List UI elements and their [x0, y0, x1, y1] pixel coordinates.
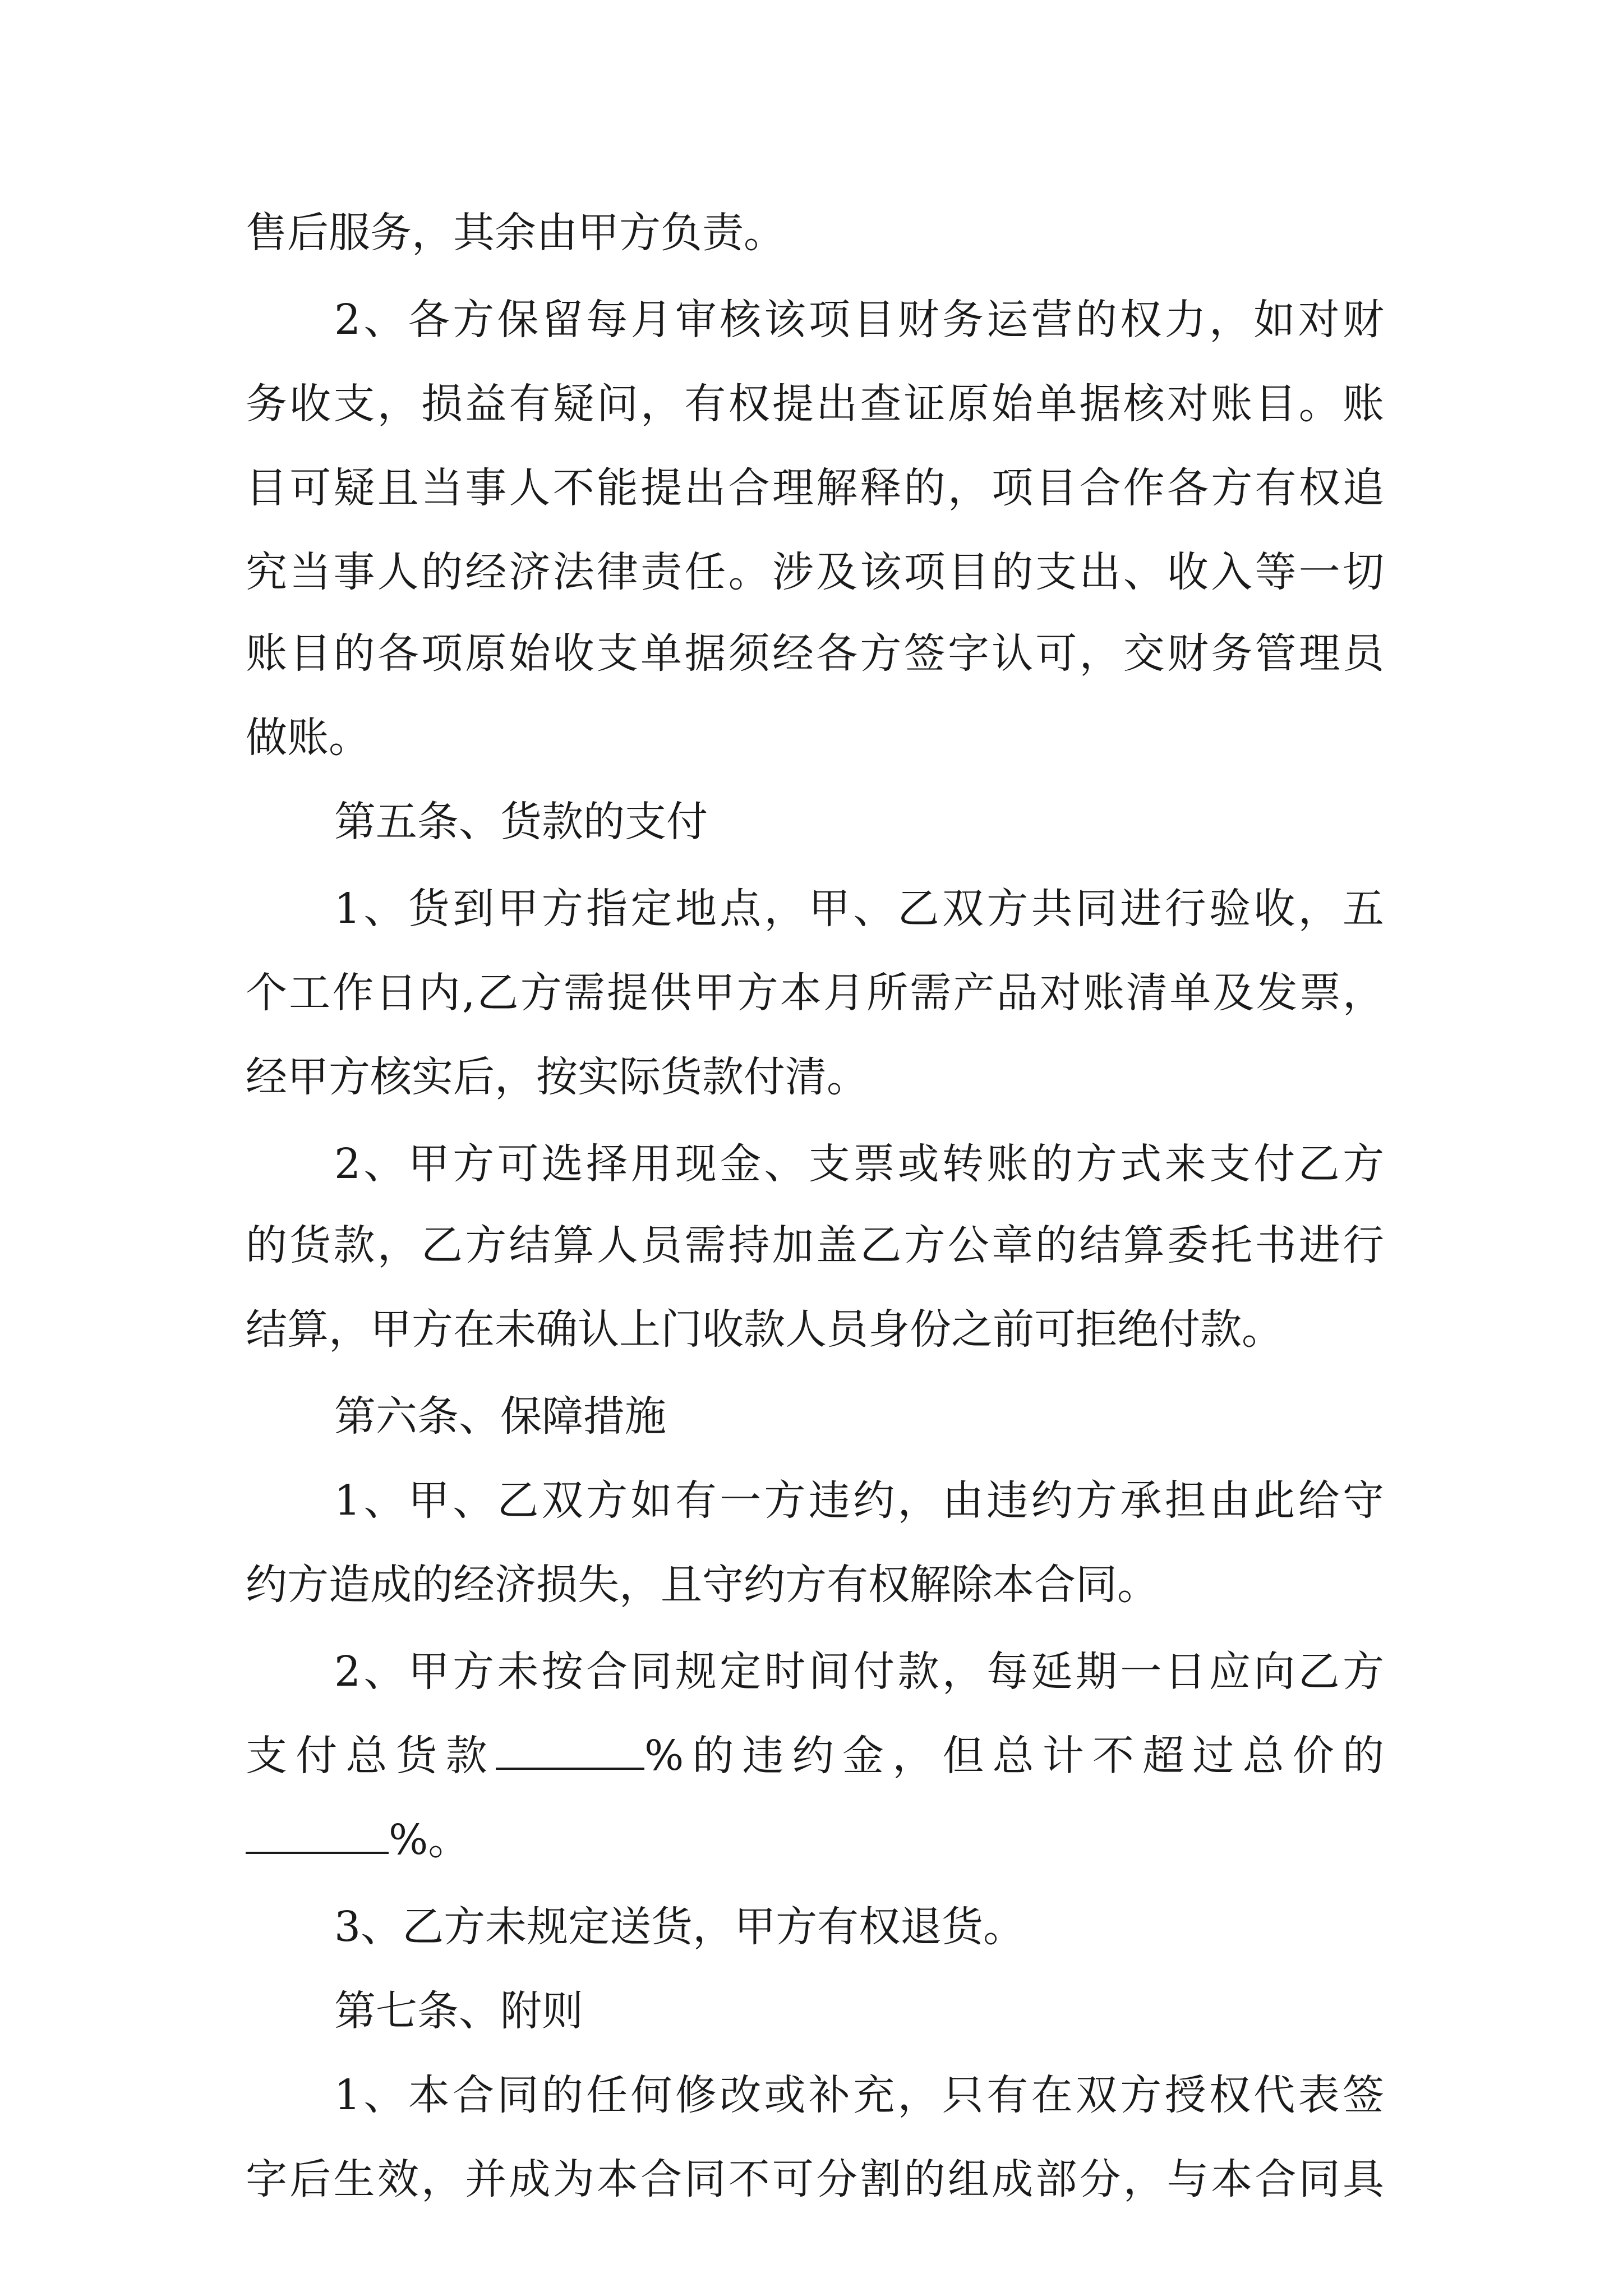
penalty-tail: %。 — [389, 1816, 470, 1864]
paragraph-line: 目可疑且当事人不能提出合理解释的，项目合作各方有权追 — [246, 464, 1384, 512]
penalty-tail-line — [246, 1806, 469, 1874]
paragraph-line: 售后服务，其余由甲方负责。 — [246, 209, 785, 257]
document-page — [246, 0, 1384, 2296]
percentage-blank — [246, 1812, 389, 1854]
section-heading: 第六条、保障措施 — [334, 1392, 666, 1441]
paragraph-line: 务收支，损益有疑问，有权提出查证原始单据核对账目。账 — [246, 380, 1384, 428]
paragraph-line: 账目的各项原始收支单据须经各方签字认可，交财务管理员 — [246, 629, 1384, 678]
paragraph-line: 字后生效，并成为本合同不可分割的组成部分，与本合同具 — [246, 2155, 1384, 2203]
paragraph-line: 约方造成的经济损失，且守约方有权解除本合同。 — [246, 1561, 1159, 1609]
paragraph-line: 3、乙方未规定送货，甲方有权退货。 — [334, 1903, 1025, 1951]
penalty-line — [246, 1722, 1384, 1789]
paragraph-line: 的货款，乙方结算人员需持加盖乙方公章的结算委托书进行 — [246, 1221, 1384, 1269]
paragraph-line: 结算，甲方在未确认上门收款人员身份之前可拒绝付款。 — [246, 1305, 1283, 1354]
paragraph-line: 经甲方核实后，按实际货款付清。 — [246, 1053, 868, 1101]
penalty-prefix: 支付总货款 — [246, 1732, 496, 1780]
section-heading: 第五条、货款的支付 — [334, 798, 708, 846]
paragraph-line: 究当事人的经济法律责任。涉及该项目的支出、收入等一切 — [246, 548, 1384, 596]
percentage-blank — [496, 1728, 644, 1770]
paragraph-line: 1、甲、乙双方如有一方违约，由违约方承担由此给守 — [334, 1476, 1384, 1525]
paragraph-line: 1、货到甲方指定地点，甲、乙双方共同进行验收，五 — [334, 885, 1384, 933]
paragraph-line: 2、各方保留每月审核该项目财务运营的权力，如对财 — [334, 296, 1384, 344]
paragraph-line: 2、甲方可选择用现金、支票或转账的方式来支付乙方 — [334, 1140, 1384, 1188]
paragraph-line: 1、本合同的任何修改或补充，只有在双方授权代表签 — [334, 2071, 1384, 2119]
paragraph-line: 个工作日内,乙方需提供甲方本月所需产品对账清单及发票， — [246, 969, 1384, 1017]
section-heading: 第七条、附则 — [334, 1987, 583, 2035]
paragraph-line: 2、甲方未按合同规定时间付款，每延期一日应向乙方 — [334, 1648, 1384, 1696]
paragraph-line: 做账。 — [246, 714, 370, 762]
penalty-middle: %的违约金，但总计不超过总价的 — [644, 1732, 1384, 1780]
